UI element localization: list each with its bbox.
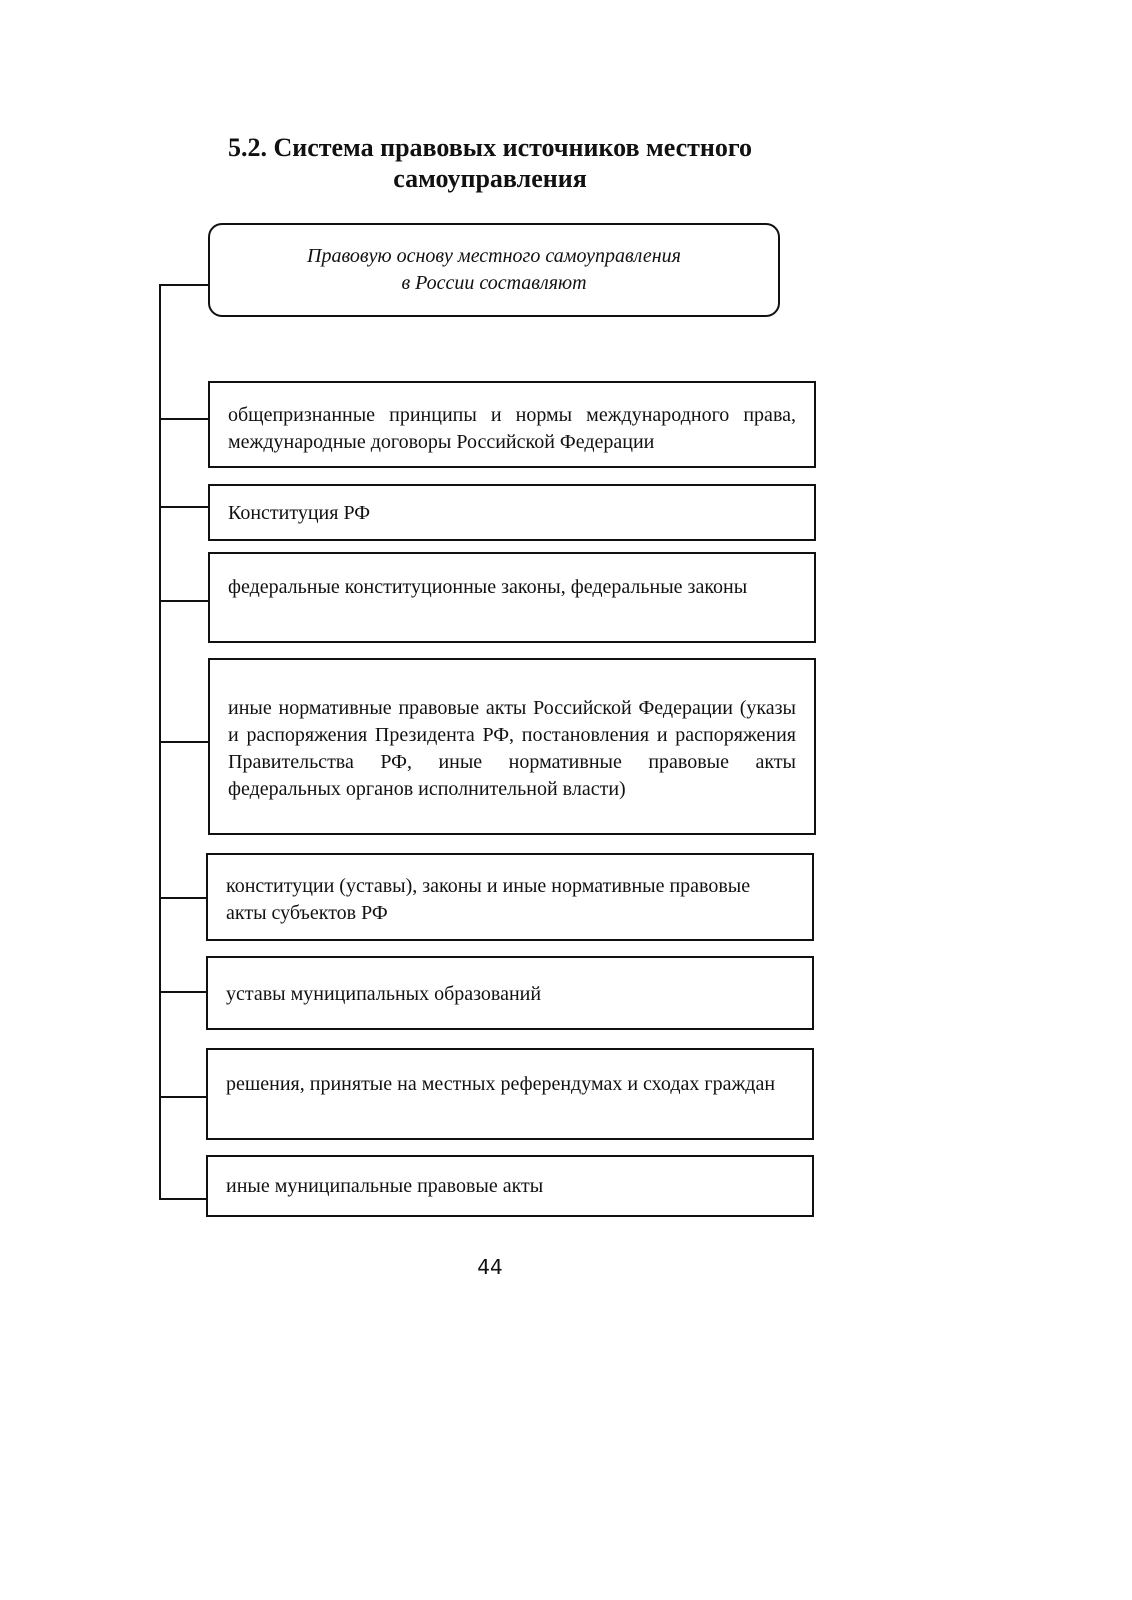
source-text-international-law: общепризнанные принципы и нормы международного права, международные договоры Российской Федерации <box>228 404 796 453</box>
connector-branch-5 <box>159 897 207 899</box>
connector-branch-4 <box>159 741 209 743</box>
connector-branch-3 <box>159 600 209 602</box>
connector-branch-7 <box>159 1096 207 1098</box>
source-box-municipal-acts <box>206 1155 814 1217</box>
page-number: 44 <box>477 1255 503 1279</box>
source-box-constitution <box>208 484 816 541</box>
source-text-referendum-decisions: решения, принятые на местных референдумах и сходах граждан <box>226 1073 776 1095</box>
root-node-line-2: в России составляют <box>401 272 587 294</box>
root-node-line-1: Правовую основу местного самоуправления <box>307 245 681 267</box>
connector-branch-2 <box>159 506 209 508</box>
section-heading-line-1: 5.2. Система правовых источников местного <box>227 133 753 162</box>
connector-branch-6 <box>159 991 207 993</box>
source-box-federal-laws <box>208 552 816 643</box>
connector-root <box>159 284 209 286</box>
section-heading <box>180 132 800 194</box>
source-box-referendum-decisions <box>206 1048 814 1140</box>
source-text-federal-laws: федеральные конституционные законы, федеральные законы <box>228 576 748 598</box>
source-text-federal-acts: иные нормативные правовые акты Российской Федерации (указы и распоряжения Президента РФ, постановления и распоряжения Правительства РФ, иные нормативные правовые акты федеральных органов исполнительной власти) <box>228 697 796 800</box>
source-box-municipal-charters <box>206 956 814 1030</box>
source-text-regional-acts: конституции (уставы), законы и иные нормативные правовые акты субъектов РФ <box>226 875 751 924</box>
source-text-municipal-acts: иные муниципальные правовые акты <box>226 1175 544 1197</box>
root-node <box>208 223 780 317</box>
source-box-federal-acts <box>208 658 816 835</box>
source-text-constitution: Конституция РФ <box>228 502 371 524</box>
connector-branch-1 <box>159 418 209 420</box>
source-text-municipal-charters: уставы муниципальных образований <box>226 983 542 1005</box>
section-heading-line-2: самоуправления <box>393 164 587 193</box>
connector-branch-8 <box>159 1198 207 1200</box>
source-box-international-law <box>208 381 816 468</box>
source-box-regional-acts <box>206 853 814 941</box>
